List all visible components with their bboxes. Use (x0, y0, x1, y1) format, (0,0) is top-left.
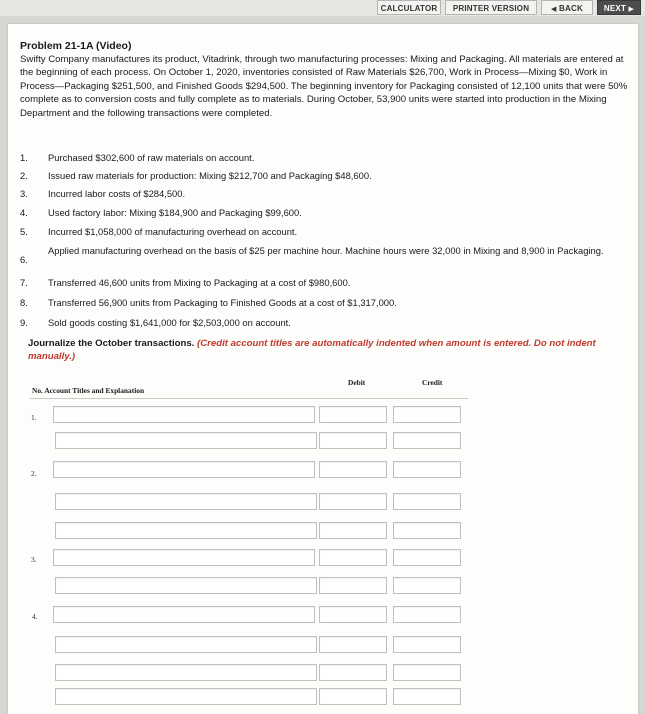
transaction-text: Incurred $1,058,000 of manufacturing overhead on account. (48, 226, 298, 237)
transaction-text: Incurred labor costs of $284,500. (48, 188, 186, 199)
transaction-text: Transferred 56,900 units from Packaging to Finished Goods at a cost of $1,317,000. (48, 297, 397, 308)
debit-input[interactable] (319, 406, 387, 423)
entry-number: 3. (31, 555, 37, 564)
account-title-input[interactable] (55, 522, 317, 539)
account-title-input[interactable] (53, 406, 315, 423)
debit-input[interactable] (319, 493, 387, 510)
credit-input[interactable] (393, 636, 461, 653)
credit-input[interactable] (393, 432, 461, 449)
credit-input[interactable] (393, 577, 461, 594)
debit-input[interactable] (319, 606, 387, 623)
debit-input[interactable] (319, 432, 387, 449)
credit-input[interactable] (393, 664, 461, 681)
back-button[interactable] (541, 0, 593, 15)
transaction-number: 9. (20, 317, 28, 328)
transaction-number: 2. (20, 170, 28, 181)
transaction-text: Applied manufacturing overhead on the basis of $25 per machine hour. Machine hours were 32,000 in Mixing and 8,900 in Packaging. (48, 245, 604, 256)
problem-page (8, 24, 638, 714)
credit-input[interactable] (393, 461, 461, 478)
account-title-input[interactable] (55, 636, 317, 653)
instructions (28, 338, 628, 363)
transaction-number: 1. (20, 152, 28, 163)
account-title-input[interactable] (55, 493, 317, 510)
debit-input[interactable] (319, 688, 387, 705)
calculator-button[interactable]: CALCULATOR (377, 0, 441, 15)
debit-header: Debit (348, 378, 366, 387)
entry-number: 4. (32, 612, 38, 621)
account-title-input[interactable] (55, 688, 317, 705)
account-title-input[interactable] (55, 577, 317, 594)
account-title-input[interactable] (53, 461, 315, 478)
credit-input[interactable] (393, 688, 461, 705)
transaction-number: 4. (20, 207, 28, 218)
transaction-text: Purchased $302,600 of raw materials on account. (48, 152, 255, 163)
debit-input[interactable] (319, 636, 387, 653)
transaction-text: Sold goods costing $1,641,000 for $2,503,000 on account. (48, 317, 291, 328)
credit-input[interactable] (393, 549, 461, 566)
printer-version-button[interactable]: PRINTER VERSION (445, 0, 537, 15)
debit-input[interactable] (319, 664, 387, 681)
debit-input[interactable] (319, 577, 387, 594)
account-titles-header: No. Account Titles and Explanation (32, 386, 145, 395)
next-label: NEXT (603, 4, 627, 13)
transaction-number: 8. (20, 297, 28, 308)
account-title-input[interactable] (55, 664, 317, 681)
credit-input[interactable] (393, 522, 461, 539)
debit-input[interactable] (319, 522, 387, 539)
credit-input[interactable] (393, 606, 461, 623)
transaction-text: Transferred 46,600 units from Mixing to Packaging at a cost of $980,600. (48, 277, 351, 288)
credit-input[interactable] (393, 493, 461, 510)
account-title-input[interactable] (53, 549, 315, 566)
credit-input[interactable] (393, 406, 461, 423)
transaction-number: 5. (20, 226, 28, 237)
next-arrow-icon: ▶ (628, 6, 635, 13)
entry-number: 2. (31, 469, 37, 478)
back-arrow-icon: ◀ (551, 6, 557, 13)
next-button[interactable] (597, 0, 641, 15)
debit-input[interactable] (319, 461, 387, 478)
problem-title: Problem 21-1A (Video) (20, 40, 132, 52)
transaction-text: Issued raw materials for production: Mixing $212,700 and Packaging $48,600. (48, 170, 372, 181)
transaction-number: 3. (20, 188, 28, 199)
account-title-input[interactable] (53, 606, 315, 623)
credit-header: Credit (422, 378, 443, 387)
entry-number: 1. (31, 413, 37, 422)
problem-intro: Swifty Company manufactures its product, Vitadrink, through two manufacturing processes: Mixing and Packaging. All materials are entered at the beginning of each process. On October 1, 2020, inventories consisted of Raw Materials $26,700, Work in Process—Mixing $0, Work in Process—Packaging $251,500, and Finished Goods $294,500. The beginning inventory for Packaging consisted of 12,100 units that were 50% complete as to conversion costs and fully complete as to materials. During October, 53,900 units were started into production in the Mixing Department and the following transactions were completed. (20, 54, 628, 119)
instructions-main: Journalize the October transactions. (28, 338, 195, 349)
back-label: BACK (559, 4, 583, 13)
instructions-note: (Credit account titles are automatically indented when amount is entered. Do not indent manually.) (28, 338, 596, 362)
transaction-number: 7. (20, 277, 28, 288)
account-title-input[interactable] (55, 432, 317, 449)
journal-header (30, 378, 468, 399)
top-toolbar (0, 0, 645, 16)
debit-input[interactable] (319, 549, 387, 566)
transaction-number: 6. (20, 254, 28, 265)
transaction-text: Used factory labor: Mixing $184,900 and Packaging $99,600. (48, 207, 302, 218)
